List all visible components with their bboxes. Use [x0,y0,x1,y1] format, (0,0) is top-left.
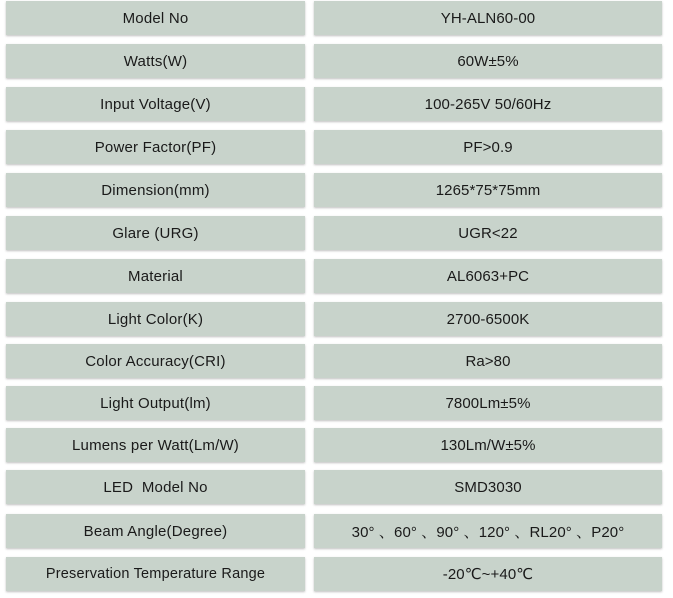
spec-row-light-color [0,302,673,336]
spec-label: Light Output(lm) [6,386,305,420]
spec-label: Power Factor(PF) [6,130,305,164]
spec-value: 30° 、60° 、90° 、120° 、RL20° 、P20° [314,514,662,548]
spec-value: UGR<22 [314,216,662,250]
spec-value: YH-ALN60-00 [314,1,662,35]
spec-row-lumens-per-watt [0,428,673,462]
spec-row-power-factor [0,130,673,164]
spec-value: 7800Lm±5% [314,386,662,420]
spec-label: Glare (URG) [6,216,305,250]
spec-row-color-accuracy [0,344,673,378]
spec-row-material [0,259,673,293]
spec-label: Color Accuracy(CRI) [6,344,305,378]
spec-value: SMD3030 [314,470,662,504]
spec-label: Preservation Temperature Range [6,557,305,591]
spec-label: Beam Angle(Degree) [6,514,305,548]
spec-row-model-no [0,1,673,35]
spec-value: 100-265V 50/60Hz [314,87,662,121]
spec-value: AL6063+PC [314,259,662,293]
spec-label: Watts(W) [6,44,305,78]
spec-label: Input Voltage(V) [6,87,305,121]
spec-row-light-output [0,386,673,420]
spec-value: Ra>80 [314,344,662,378]
spec-row-watts [0,44,673,78]
spec-label: Lumens per Watt(Lm/W) [6,428,305,462]
spec-row-beam-angle [0,514,673,548]
spec-label: Dimension(mm) [6,173,305,207]
spec-row-dimension [0,173,673,207]
spec-label: Model No [6,1,305,35]
spec-value: 130Lm/W±5% [314,428,662,462]
spec-label: Light Color(K) [6,302,305,336]
spec-value: PF>0.9 [314,130,662,164]
spec-value: 60W±5% [314,44,662,78]
spec-row-glare [0,216,673,250]
spec-value: 2700-6500K [314,302,662,336]
spec-row-input-voltage [0,87,673,121]
spec-value: 1265*75*75mm [314,173,662,207]
spec-row-preservation-temperature [0,557,673,591]
spec-row-led-model [0,470,673,504]
spec-label: LED Model No [6,470,305,504]
spec-label: Material [6,259,305,293]
spec-value: -20℃~+40℃ [314,557,662,591]
